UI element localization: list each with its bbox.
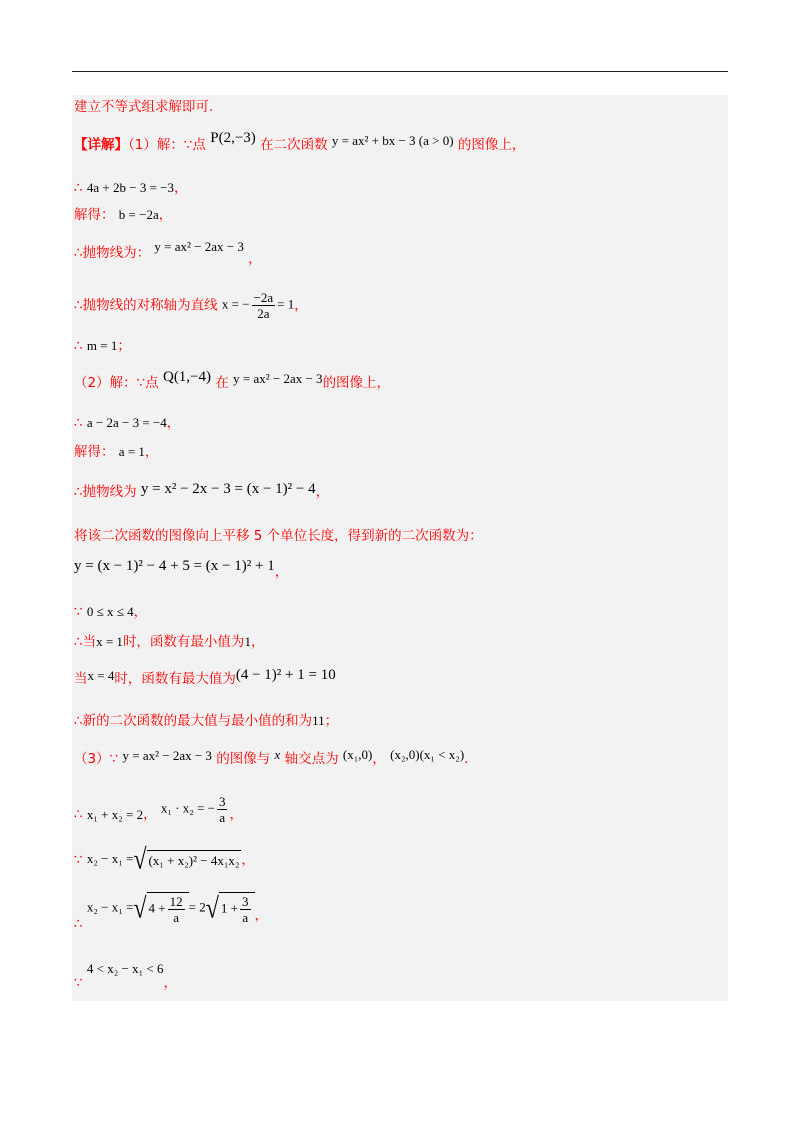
m-value: m = 1	[86, 338, 118, 353]
ineq-line: ∵ 4 < x₂ − x₁ < 6，	[74, 961, 177, 991]
solve-b-line: 解得： b = −2a，	[74, 207, 173, 223]
diff2-line: ∴ x₂ − x₁ =√ 4 + $\frac{12}{a}$ = 2√ 1 + $\frac{3}{a}$ ，	[74, 892, 268, 932]
parabola2-line: ∴抛物线为 y = x² − 2x − 3 = (x − 1)² − 4，	[74, 481, 330, 500]
parabola-line: ∴抛物线为： y = ax² − 2ax − 3 ，	[74, 239, 262, 267]
m-value-line: ∴ m = 1；	[74, 338, 131, 354]
sqrt-radical-2: √ 1 + $\frac{3}{a}$	[206, 892, 255, 925]
step2-eq: a − 2a − 3 = −4	[86, 415, 167, 430]
sum-value: 11	[312, 713, 325, 728]
detail-tag: 【详解】	[74, 137, 128, 153]
step1-line: ∴ 4a + 2b − 3 = −3，	[74, 180, 188, 196]
min-x: x = 1	[96, 634, 123, 649]
header-rule	[72, 71, 728, 72]
vieta-sum: x₁ + x₂ = 2	[86, 806, 144, 822]
new-function-line: y = (x − 1)² − 4 + 5 = (x − 1)² + 1，	[74, 558, 289, 580]
part3-line: （3）∵ y = ax² − 2ax − 3 的图像与 x 轴交点为 (x₁,0)， (x₂,0)(x₁ < x₂).	[74, 747, 469, 767]
max-line: 当x = 4时，函数有最大值为(4 − 1)² + 1 = 10	[74, 667, 336, 687]
new-function: y = (x − 1)² − 4 + 5 = (x − 1)² + 1	[74, 558, 275, 574]
detail-line: 【详解】（1）解：∵点 P(2,−3) 在二次函数 y = ax² + bx − 3 (a > 0) 的图像上，	[74, 130, 526, 153]
shift-line: 将该二次函数的图像向上平移 5 个单位长度，得到新的二次函数为：	[74, 528, 483, 544]
max-x: x = 4	[87, 668, 115, 683]
vieta-line: ∴ x₁ + x₂ = 2， x₁ · x₂ = − $\frac{3}{a}$ ，	[74, 794, 243, 825]
vieta-fraction: $\frac{3}{a}$	[218, 794, 226, 825]
intro-line: 建立不等式组求解即可.	[74, 99, 214, 115]
parabola2-expr: y = x² − 2x − 3 = (x − 1)² − 4	[140, 481, 316, 497]
axis-fraction: $\frac{-2a}{2a}$	[253, 290, 274, 321]
step1-eq: 4a + 2b − 3 = −3	[86, 180, 174, 195]
root2: (x₂,0)	[390, 747, 420, 762]
b-result: b = −2a	[118, 207, 159, 222]
solve-a-line: 解得： a = 1，	[74, 444, 159, 460]
diff-line: ∵ x₂ − x₁ =√ (x₁ + x₂)² − 4x₁x₂ ，	[74, 844, 255, 876]
point-p: P(2,−3)	[210, 130, 256, 146]
root-condition: (x₁ < x₂)	[419, 747, 465, 762]
point-q: Q(1,−4)	[162, 369, 212, 385]
parabola-expr: y = ax² − 2ax − 3	[154, 239, 244, 254]
x-var: x	[274, 747, 281, 762]
min-line: ∴当x = 1时，函数有最小值为1，	[74, 634, 265, 650]
min-value: 1	[244, 634, 251, 649]
step2-line: ∴ a − 2a − 3 = −4，	[74, 415, 181, 431]
part3-func: y = ax² − 2ax − 3	[122, 748, 212, 763]
sqrt-radical-1: √ 4 + $\frac{12}{a}$	[133, 892, 188, 925]
quadratic-general: y = ax² + bx − 3 (a > 0)	[331, 133, 454, 148]
part2-func: y = ax² − 2ax − 3	[233, 371, 323, 386]
sqrt-radical: √ (x₁ + x₂)² − 4x₁x₂	[133, 844, 240, 876]
root1: (x₁,0)	[342, 747, 373, 762]
part2-line: （2）解：∵点 Q(1,−4) 在 y = ax² − 2ax − 3的图像上，	[74, 369, 391, 391]
inequality: 4 < x₂ − x₁ < 6	[86, 961, 164, 976]
max-value: (4 − 1)² + 1 = 10	[235, 667, 336, 683]
a-value: a = 1	[118, 444, 145, 459]
range-line: ∵ 0 ≤ x ≤ 4，	[74, 604, 148, 620]
range-expr: 0 ≤ x ≤ 4	[86, 604, 134, 619]
axis-line: ∴抛物线的对称轴为直线 x = − $\frac{-2a}{2a}$ = 1，	[74, 290, 308, 321]
sum-line: ∴新的二次函数的最大值与最小值的和为11；	[74, 713, 339, 729]
